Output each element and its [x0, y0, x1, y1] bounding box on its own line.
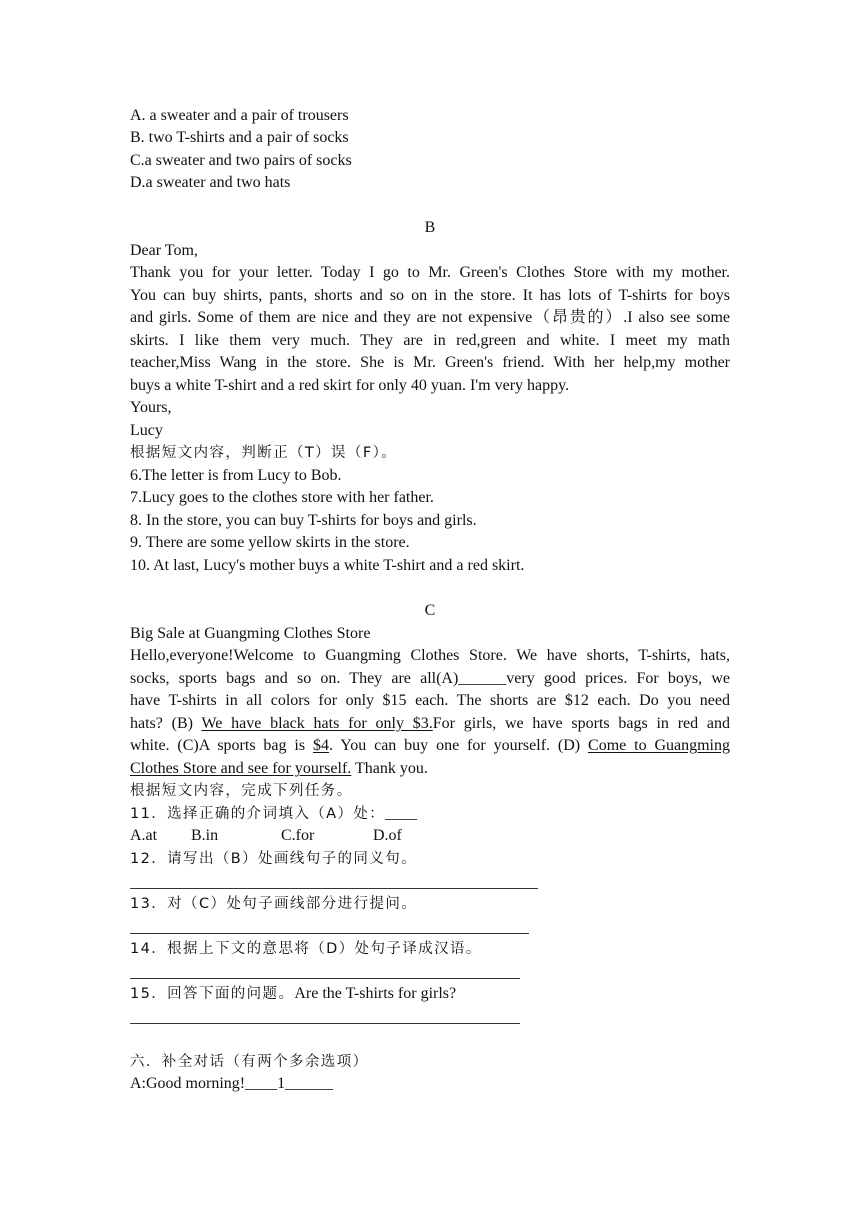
letter-closing: Yours, — [130, 399, 172, 416]
letter-line-4: skirts. I like them very much. They are in red,green and white. I meet my math — [130, 332, 730, 349]
answer-line-14[interactable] — [130, 978, 520, 980]
letter-signature: Lucy — [130, 422, 163, 439]
underlined-sentence-b: We have black hats for only $3. — [201, 715, 433, 732]
question-15-question: Are the T-shirts for girls? — [294, 985, 457, 1002]
statement-9: 9. There are some yellow skirts in the store. — [130, 534, 410, 551]
q5-option-b: B. two T-shirts and a pair of socks — [130, 129, 349, 146]
ad-line-4-start: hats? (B) — [130, 715, 202, 732]
statement-10: 10. At last, Lucy's mother buys a white T-shirt and a red skirt. — [130, 557, 525, 574]
q5-option-c: C.a sweater and two pairs of socks — [130, 152, 352, 169]
statement-7: 7.Lucy goes to the clothes store with her father. — [130, 489, 434, 506]
q11-option-d: D.of — [373, 827, 402, 844]
statement-8: 8. In the store, you can buy T-shirts for boys and girls. — [130, 512, 477, 529]
answer-line-12[interactable] — [130, 888, 538, 890]
ad-line-5 — [130, 735, 730, 757]
section-b-instruction: 根据短文内容，判断正（T）误（F）。 — [130, 445, 398, 461]
question-13: 13．对（C）处句子画线部分进行提问。 — [130, 896, 418, 912]
ad-line-6 — [130, 758, 428, 780]
letter-line-3: and girls. Some of them are nice and they are not expensive（昂贵的）.I also see some — [130, 309, 730, 326]
q5-option-d: D.a sweater and two hats — [130, 174, 291, 191]
dialogue-line-1: A:Good morning!____1______ — [130, 1075, 334, 1092]
ad-line-6-end: Thank you. — [351, 760, 428, 777]
underlined-sentence-d-part-1: Come to Guangming — [588, 737, 730, 754]
question-11 — [130, 803, 417, 825]
q11-option-c: C.for — [281, 827, 315, 844]
statement-6: 6.The letter is from Lucy to Bob. — [130, 467, 342, 484]
underlined-sentence-d-part-2: Clothes Store and see for yourself. — [130, 760, 352, 777]
letter-line-1: Thank you for your letter. Today I go to Mr. Green's Clothes Store with my mother. — [130, 264, 730, 281]
ad-line-1: Hello,everyone!Welcome to Guangming Clothes Store. We have shorts, T-shirts, hats, — [130, 647, 730, 664]
ad-line-2: socks, sports bags and so on. They are all(A)______very good prices. For boys, we — [130, 670, 730, 687]
answer-line-15[interactable] — [130, 1023, 520, 1025]
question-11-options — [130, 825, 402, 847]
ad-line-3: have T-shirts in all colors for only $15 each. The shorts are $12 each. Do you need — [130, 692, 730, 709]
question-11-text: 11．选择正确的介词填入（A）处： — [130, 806, 386, 822]
section-b-heading: B — [424, 219, 436, 236]
answer-line-13[interactable] — [130, 933, 529, 935]
q11-option-a: A.at — [130, 827, 158, 844]
underlined-price-c: $4 — [312, 737, 329, 754]
letter-greeting: Dear Tom, — [130, 242, 198, 259]
question-14: 14．根据上下文的意思将（D）处句子译成汉语。 — [130, 941, 482, 957]
section-c-heading: C — [424, 602, 436, 619]
section-c-instruction: 根据短文内容，完成下列任务。 — [130, 783, 353, 799]
ad-title: Big Sale at Guangming Clothes Store — [130, 625, 371, 642]
question-15 — [130, 983, 456, 1005]
question-11-blank: ____ — [385, 805, 418, 822]
question-12: 12．请写出（B）处画线句子的同义句。 — [130, 851, 417, 867]
ad-line-5-start: white. (C)A sports bag is — [130, 737, 313, 754]
ad-line-4-end: For girls, we have sports bags in red and — [432, 715, 731, 732]
letter-line-5: teacher,Miss Wang in the store. She is Mr. Green's friend. With her help,my mother — [130, 354, 730, 371]
ad-line-4 — [130, 713, 730, 735]
question-15-text: 15．回答下面的问题。 — [130, 986, 295, 1002]
letter-line-2: You can buy shirts, pants, shorts and so on in the store. It has lots of T-shirts for boys — [130, 287, 730, 304]
letter-line-6: buys a white T-shirt and a red skirt for only 40 yuan. I'm very happy. — [130, 377, 570, 394]
q11-option-b: B.in — [191, 827, 219, 844]
section-6-heading: 六．补全对话（有两个多余选项） — [130, 1054, 369, 1070]
q5-option-a: A. a sweater and a pair of trousers — [130, 107, 349, 124]
ad-line-5-middle: . You can buy one for yourself. (D) — [328, 737, 589, 754]
